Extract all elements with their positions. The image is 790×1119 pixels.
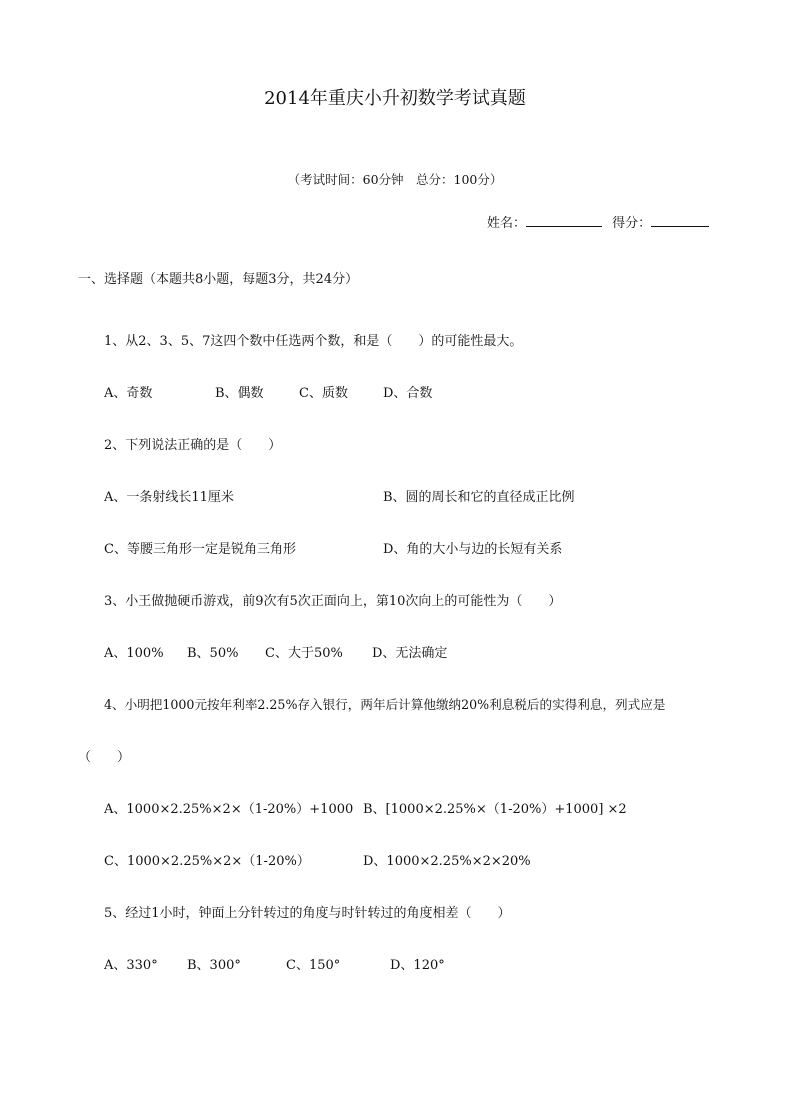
- section-heading: 一、选择题（本题共8小题，每题3分，共24分）: [78, 272, 359, 287]
- question-3-stem: 3、小王做抛硬币游戏，前9次有5次正面向上，第10次向上的可能性为（ ）: [104, 594, 562, 609]
- q1-option-a: A、奇数: [104, 386, 153, 401]
- score-label: 得分：: [612, 216, 652, 231]
- q1-option-d: D、合数: [383, 386, 433, 401]
- q2-option-d: D、角的大小与边的长短有关系: [383, 542, 563, 557]
- exam-info: （考试时间：60分钟 总分：100分）: [287, 172, 503, 187]
- q4-option-c: C、1000×2.25%×2×（1-20%）: [104, 854, 310, 869]
- question-1-stem: 1、从2、3、5、7这四个数中任选两个数，和是（ ）的可能性最大。: [104, 334, 523, 349]
- q4-option-d: D、1000×2.25%×2×20%: [363, 854, 531, 869]
- q2-option-a: A、一条射线长11厘米: [104, 490, 234, 505]
- q3-option-c: C、大于50%: [265, 646, 343, 661]
- q2-option-c: C、等腰三角形一定是锐角三角形: [104, 542, 296, 557]
- name-score-row: [487, 214, 709, 230]
- q5-option-d: D、120°: [390, 958, 445, 973]
- q4-option-b: B、[1000×2.25%×（1-20%）+1000] ×2: [363, 802, 627, 817]
- q5-option-a: A、330°: [104, 958, 158, 973]
- q3-option-a: A、100%: [104, 646, 164, 661]
- q1-option-b: B、偶数: [215, 386, 264, 401]
- q5-option-c: C、150°: [286, 958, 341, 973]
- question-5-stem: 5、经过1小时，钟面上分针转过的角度与时针转过的角度相差（ ）: [104, 906, 511, 921]
- q3-option-d: D、无法确定: [372, 646, 448, 661]
- name-label: 姓名：: [487, 216, 527, 231]
- name-blank[interactable]: [526, 214, 602, 227]
- question-2-stem: 2、下列说法正确的是（ ）: [104, 438, 282, 453]
- page-title: 2014年重庆小升初数学考试真题: [264, 88, 526, 109]
- q4-option-a: A、1000×2.25%×2×（1-20%）+1000: [104, 802, 354, 817]
- q2-option-b: B、圆的周长和它的直径成正比例: [383, 490, 575, 505]
- q5-option-b: B、300°: [187, 958, 241, 973]
- score-blank[interactable]: [651, 214, 709, 227]
- question-4-stem-cont: （ ）: [78, 750, 131, 765]
- question-4-stem: 4、小明把1000元按年利率2.25%存入银行，两年后计算他缴纳20%利息税后的实得利息，列式应是: [104, 697, 666, 712]
- q1-option-c: C、质数: [299, 386, 348, 401]
- q3-option-b: B、50%: [187, 646, 239, 661]
